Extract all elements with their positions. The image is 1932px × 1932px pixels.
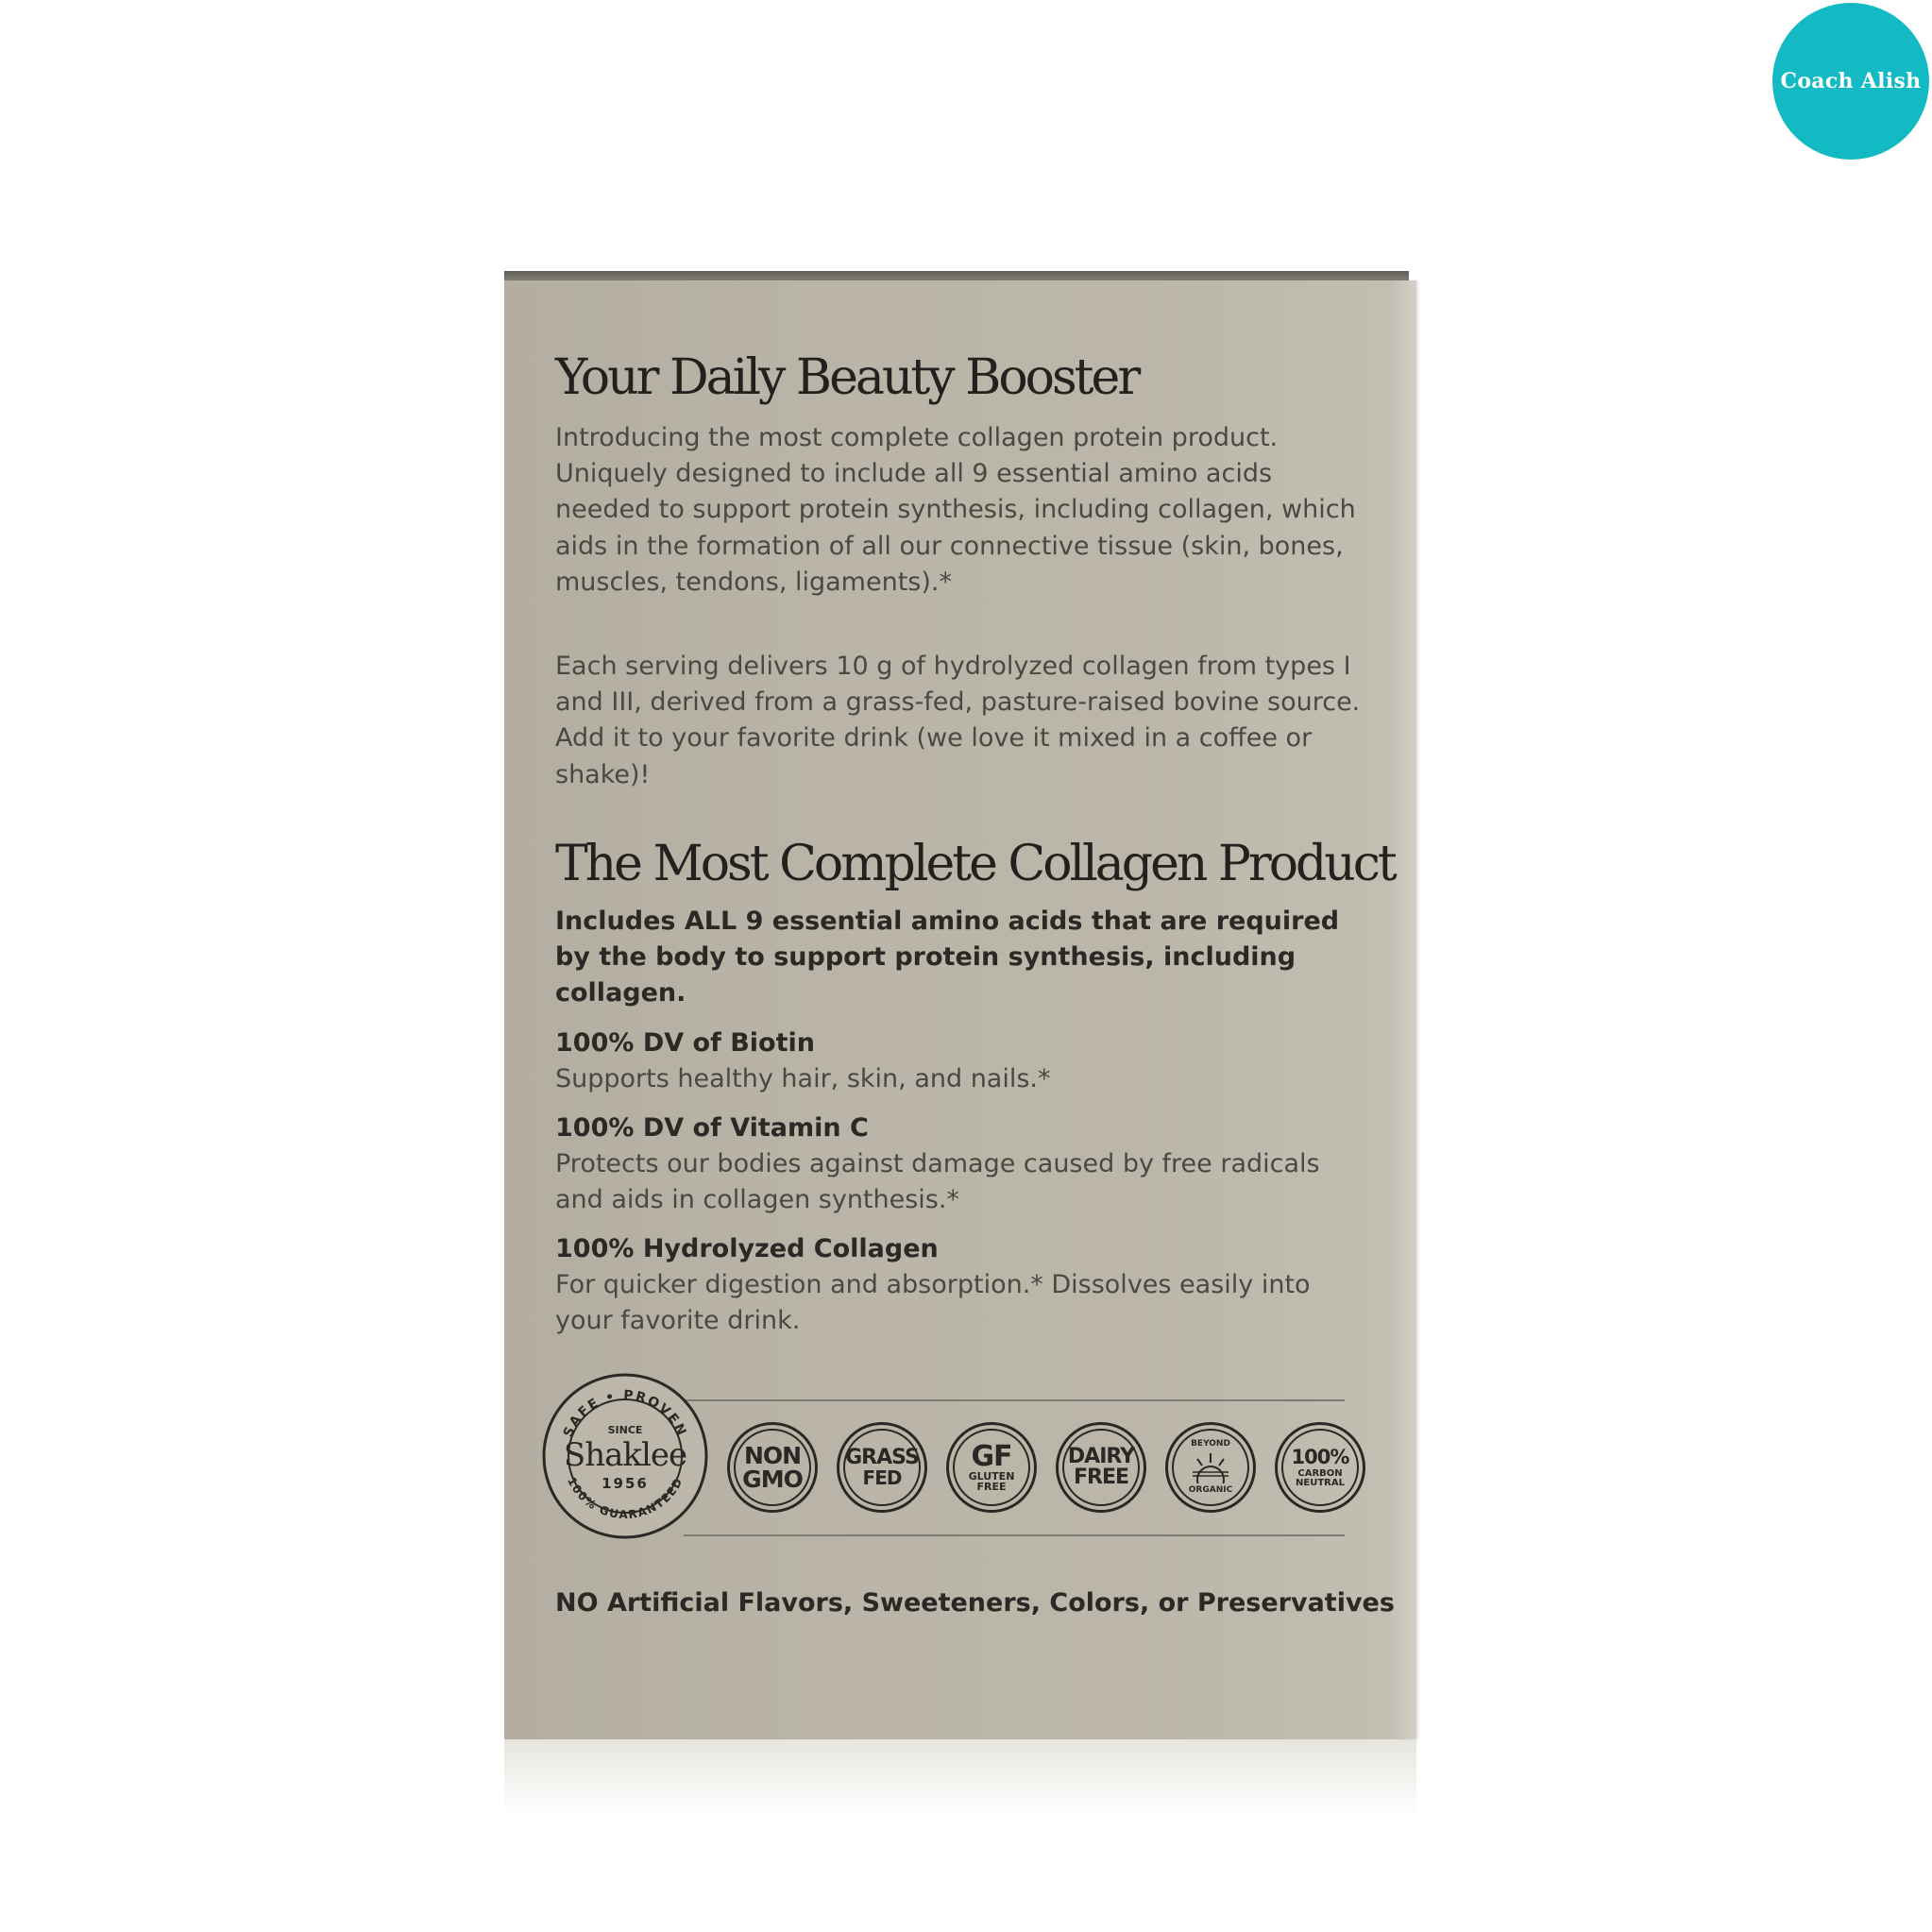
product-box-back [504,280,1416,1739]
intro-paragraph: Introducing the most complete collagen protein product. Uniquely designed to include all 9 essential amino acids needed to support protein synthesis, including collagen, which aids in the formation of all our connective tissue (skin, bones, muscles, tendons, ligaments).* [555,423,1356,597]
seal-bottom-arc: 100% GUARANTEED [565,1475,686,1522]
beyond-organic-badge-icon: BEYOND ORGANIC [1165,1422,1256,1513]
shaklee-seal-icon [540,1371,710,1541]
feature-desc-biotin: Supports healthy hair, skin, and nails.* [555,1064,1051,1093]
feature-desc-vitamin-c: Protects our bodies against damage caused by free radicals and aids in collagen synthesis.* [555,1149,1320,1215]
gluten-free-badge-icon: GF GLUTEN FREE [946,1422,1037,1513]
seal-brand: Shaklee [563,1436,687,1474]
non-gmo-badge-icon: NON GMO [727,1422,818,1513]
heading-daily-beauty-booster: Your Daily Beauty Booster [555,349,1139,406]
coach-alish-badge: Coach Alish [1772,3,1929,160]
dairy-free-badge-icon: DAIRY FREE [1056,1422,1146,1513]
grass-fed-badge-icon: GRASS FED [837,1422,927,1513]
feature-title-vitamin-c: 100% DV of Vitamin C [555,1113,869,1143]
badge-strip-top-rule [684,1399,1345,1401]
feature-title-hydrolyzed: 100% Hydrolyzed Collagen [555,1234,939,1263]
seal-since: SINCE [607,1424,643,1436]
seal-year: 1956 [602,1475,649,1492]
feature-title-biotin: 100% DV of Biotin [555,1028,815,1058]
box-reflection [504,1739,1416,1815]
no-artificial-statement: NO Artificial Flavors, Sweeteners, Colors, or Preservatives [555,1588,1395,1618]
serving-paragraph: Each serving delivers 10 g of hydrolyzed collagen from types I and III, derived from a grass-fed, pasture-raised bovine source. Add it to your favorite drink (we love it mixed in a coffee or shake)! [555,652,1361,789]
badge-strip-bottom-rule [684,1534,1345,1536]
feature-desc-hydrolyzed: For quicker digestion and absorption.* Dissolves easily into your favorite drink. [555,1270,1311,1336]
carbon-neutral-badge-icon: 100% CARBON NEUTRAL [1275,1422,1365,1513]
heading-most-complete: The Most Complete Collagen Product [555,836,1395,892]
amino-acids-paragraph: Includes ALL 9 essential amino acids that are required by the body to support protein synthesis, including collagen. [555,907,1340,1008]
seal-top-arc: SAFE • PROVEN [560,1387,690,1440]
